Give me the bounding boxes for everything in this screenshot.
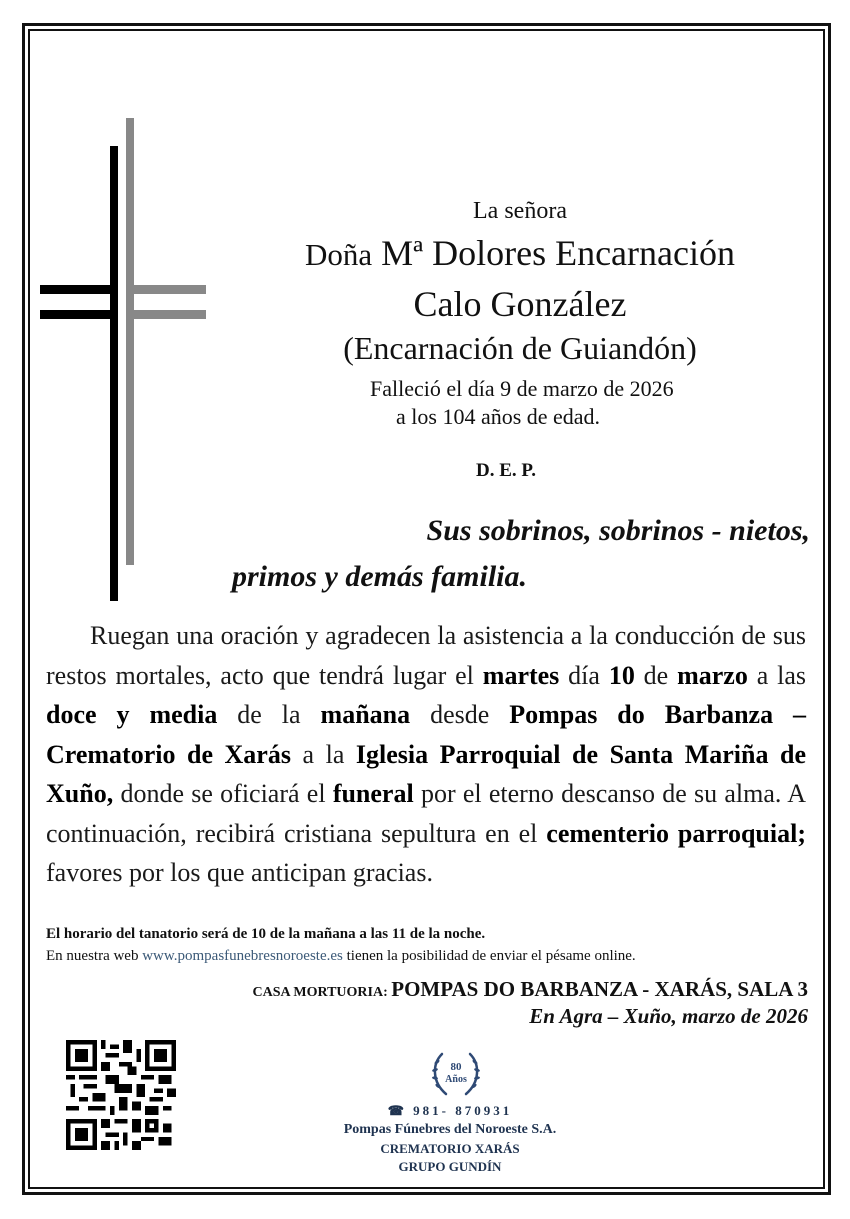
svg-text:80: 80 [450, 1061, 462, 1073]
origin-location: Pompas do Barbanza – Crematorio de Xarás [46, 700, 807, 769]
deceased-name-line1 [230, 232, 810, 274]
church: Iglesia Parroquial de Santa Mariña de Xuño, [46, 739, 807, 808]
death-date: Falleció el día 9 de marzo de 2026 [370, 376, 674, 401]
name-prefix: Doña [305, 237, 373, 272]
crematorium-name: CREMATORIO XARÁS [380, 1141, 520, 1156]
deceased-name-line2: Calo González [413, 284, 627, 324]
time: doce y media [46, 700, 218, 729]
name-first: Mª Dolores Encarnación [381, 233, 735, 273]
web-condolences: En nuestra web www.pompasfunebresnoroeste.es tienen la posibilidad de enviar el pésame online. [46, 948, 636, 964]
svg-text:Años: Años [445, 1074, 467, 1085]
website-link[interactable]: www.pompasfunebresnoroeste.es [142, 948, 343, 964]
place-date: En Agra – Xuño, marzo de 2026 [529, 1004, 808, 1028]
cross-icon [38, 118, 208, 603]
funeral-home-value: POMPAS DO BARBANZA - XARÁS, SALA 3 [391, 977, 808, 1001]
age-at-death: a los 104 años de edad. [396, 404, 601, 429]
funeral-home [253, 977, 808, 1002]
phone-icon: ☎ [387, 1103, 407, 1118]
company-name: Pompas Fúnebres del Noroeste S.A. [343, 1122, 557, 1137]
intro-text: La señora [473, 198, 567, 224]
family-line1: Sus sobrinos, sobrinos - nietos, [426, 514, 810, 547]
group-name: GRUPO GUNDÍN [398, 1159, 502, 1174]
period: mañana [320, 700, 411, 729]
family-mourners [232, 508, 810, 600]
month: marzo [677, 660, 748, 690]
anniversary-laurel-icon [428, 1048, 484, 1100]
qr-code-icon[interactable] [66, 1040, 176, 1150]
phone-number: ☎ 981- 870931 [387, 1103, 513, 1118]
funeral-home-hours: El horario del tanatorio será de 10 de la mañana a las 11 de la noche. [46, 926, 486, 942]
funeral-home-label: CASA MORTUORIA: [252, 985, 392, 1000]
service-type: funeral [332, 779, 414, 808]
cemetery: cementerio parroquial; [546, 818, 806, 848]
rip-text: D. E. P. [476, 460, 537, 481]
family-line2: primos y demás familia. [232, 560, 527, 593]
deceased-alias: (Encarnación de Guiandón) [343, 330, 697, 366]
day-number: 10 [608, 660, 635, 690]
day-name: martes [482, 660, 560, 690]
funeral-details: Ruegan una oración y agradecen la asistencia a la conducción de sus restos mortales, acto que tendrá lugar el martes día 10 de marzo a las doce y media de la mañana desde Pompas do Barbanza – Crematorio de Xarás a la Iglesia Parroquial de Santa Mariña de Xuño, donde se oficiará el funeral por el eterno descanso de su alma. A continuación, recibirá cristiana sepultura en el cementerio parroquial; favores por los que anticipan gracias. [46, 621, 807, 887]
